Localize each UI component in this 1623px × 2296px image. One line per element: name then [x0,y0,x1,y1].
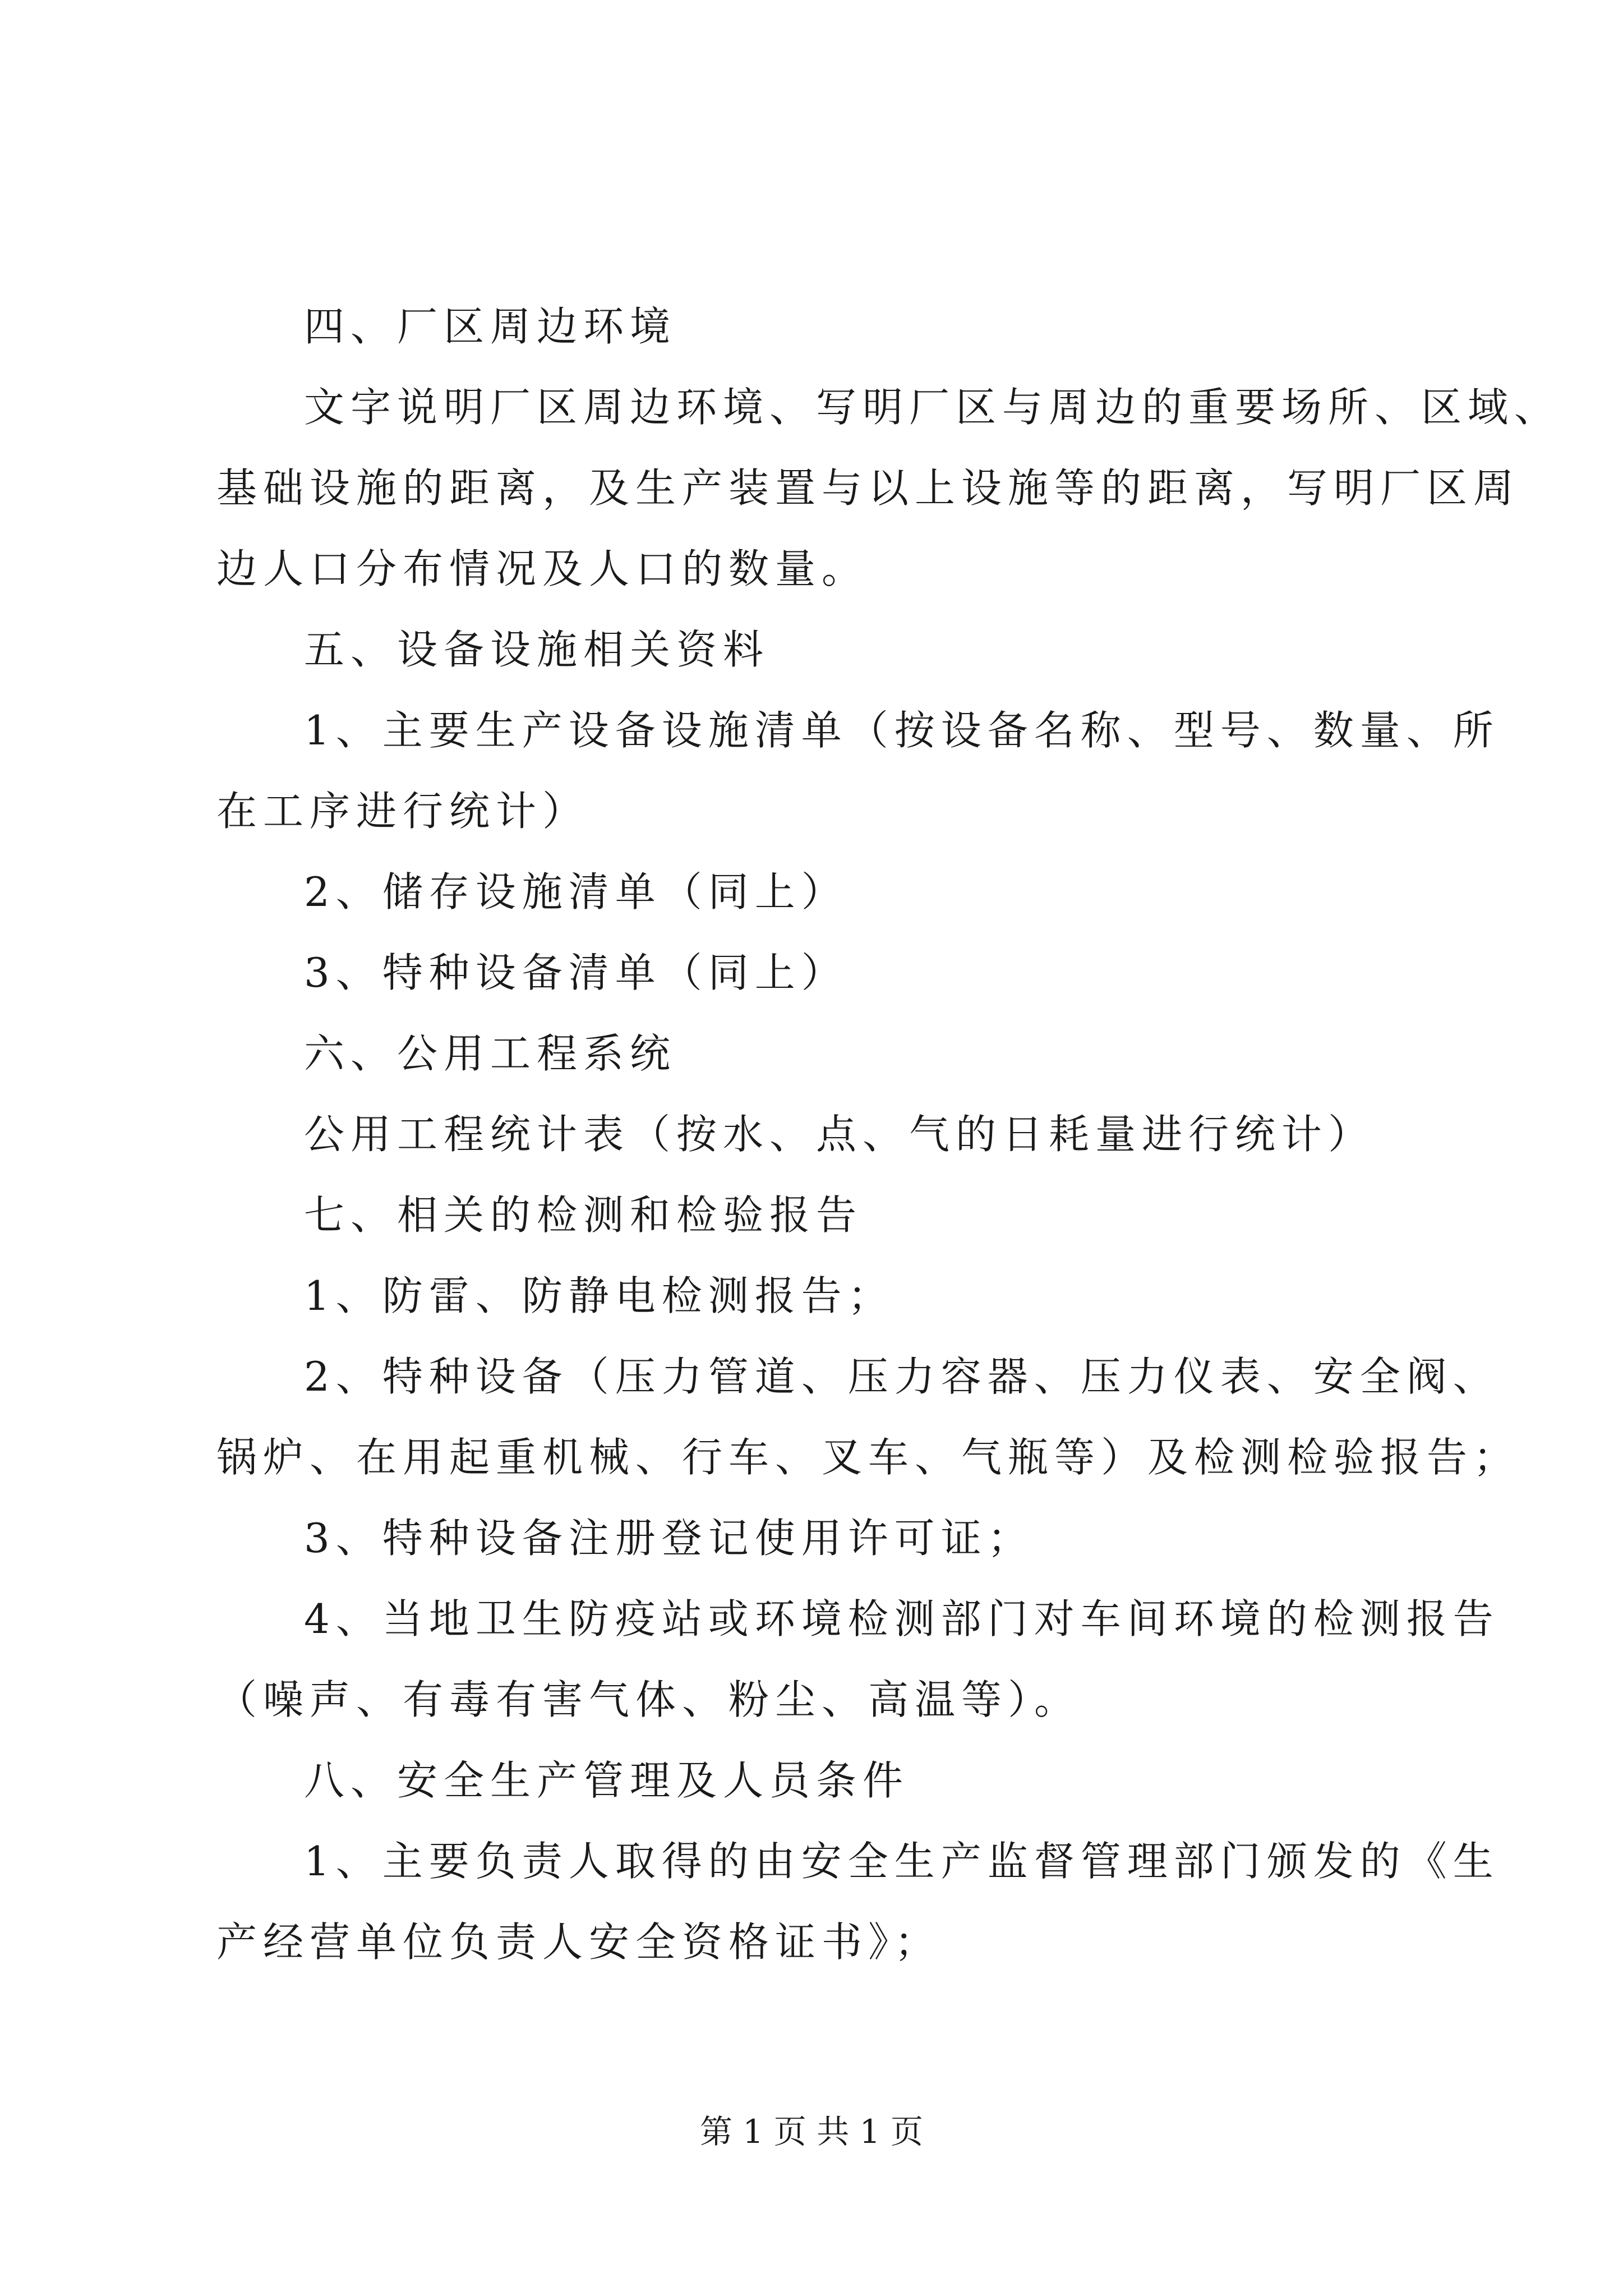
list-item: 1、主要生产设备设施清单（按设备名称、型号、数量、所 [304,707,1500,754]
page-footer: 第 1 页 共 1 页 [700,2113,923,2151]
section-heading: 六、公用工程系统 [304,1030,677,1077]
paragraph-line: 公用工程统计表（按水、点、气的日耗量进行统计） [304,1111,1375,1158]
paragraph-line: 边人口分布情况及人口的数量。 [216,545,869,592]
section-heading: 七、相关的检测和检验报告 [304,1191,863,1239]
list-item: 1、主要负责人取得的由安全生产监督管理部门颁发的《生 [304,1838,1500,1885]
list-item: 2、储存设施清单（同上） [304,868,848,915]
section-heading: 四、厂区周边环境 [304,303,677,350]
list-item-continuation: 产经营单位负责人安全资格证书》； [216,1918,942,1966]
list-item: 3、特种设备清单（同上） [304,949,848,996]
list-item: 3、特种设备注册登记使用许可证； [304,1515,1034,1562]
list-item: 2、特种设备（压力管道、压力容器、压力仪表、安全阀、 [304,1353,1500,1400]
document-body [216,286,1561,1982]
list-item: 4、当地卫生防疫站或环境检测部门对车间环境的检测报告 [304,1595,1500,1642]
list-item-continuation: （噪声、有毒有害气体、粉尘、高温等）。 [216,1676,1081,1723]
list-item-continuation: 在工序进行统计） [216,788,589,835]
section-heading: 五、设备设施相关资料 [304,626,770,673]
paragraph-line: 基础设施的距离，及生产装置与以上设施等的距离，写明厂区周 [216,464,1520,512]
list-item-continuation: 锅炉、在用起重机械、行车、叉车、气瓶等）及检测检验报告； [216,1434,1520,1481]
list-item: 1、防雷、防静电检测报告； [304,1272,895,1319]
paragraph-line: 文字说明厂区周边环境、写明厂区与周边的重要场所、区域、 [304,384,1561,431]
section-heading: 八、安全生产管理及人员条件 [304,1757,910,1804]
